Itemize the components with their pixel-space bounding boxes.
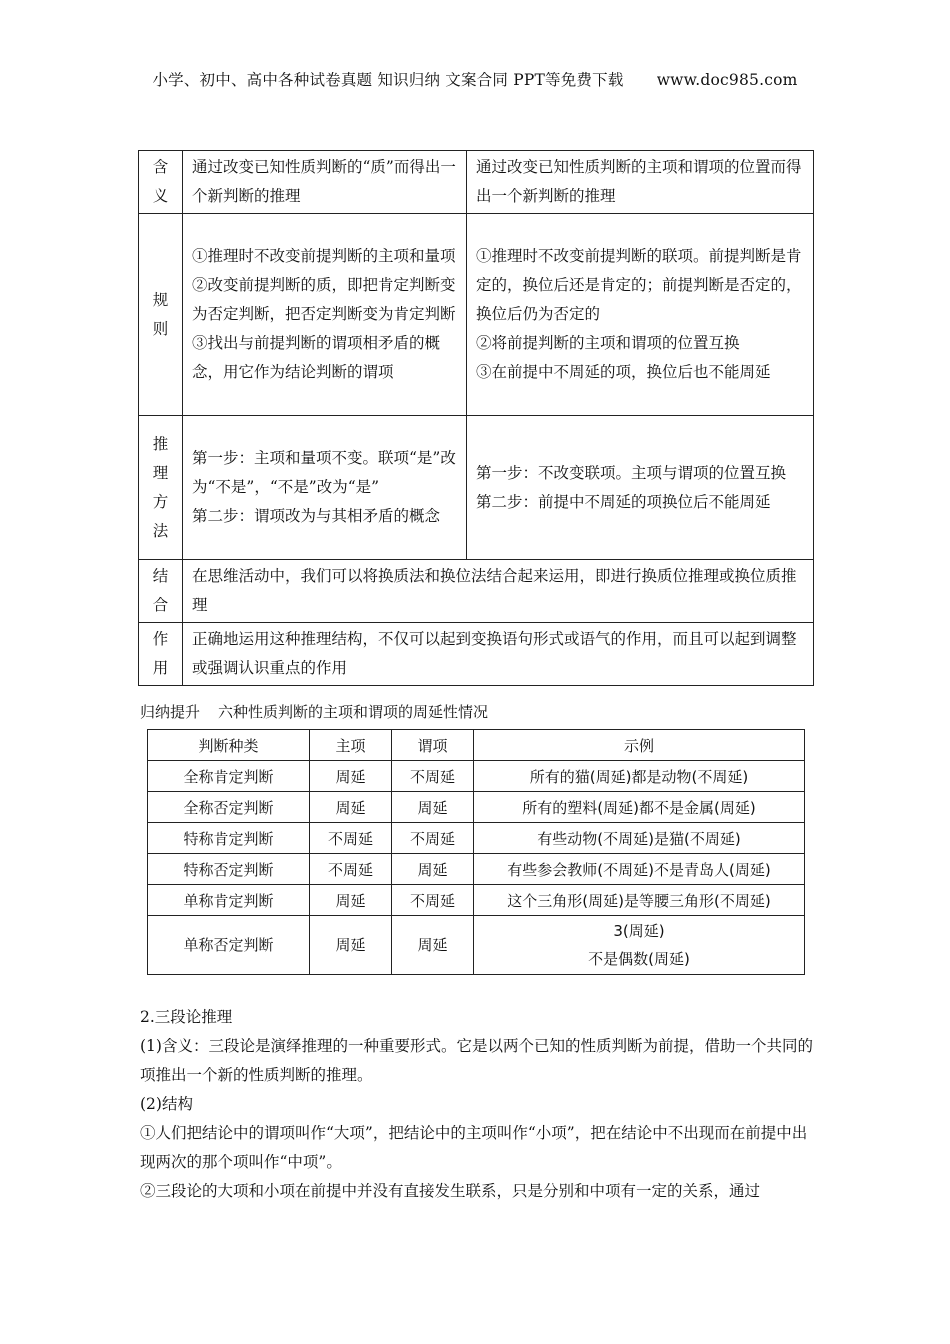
cell-line: 通过改变已知性质判断的“质”而得出一个新判断的推理 [192, 158, 456, 205]
table2-header-row [148, 730, 805, 761]
section-title: 六种性质判断的主项和谓项的周延性情况 [218, 703, 489, 721]
table-row [148, 823, 805, 854]
row-header [139, 151, 183, 214]
section-label: 归纳提升 [140, 703, 201, 721]
full-cell [183, 560, 814, 623]
cell-line: 第二步：前提中不周延的项换位后不能周延 [476, 492, 771, 511]
header-site: www.doc985.com [656, 71, 798, 89]
table-row [139, 560, 814, 623]
cell-type: 单称肯定判断 [148, 885, 310, 916]
cell-type: 全称肯定判断 [148, 761, 310, 792]
row-header-char: 理 [152, 463, 169, 482]
cell-type: 单称否定判断 [148, 916, 310, 975]
conversion-cell [183, 416, 467, 560]
cell-example: 这个三角形(周延)是等腰三角形(不周延) [474, 885, 805, 916]
cell-subject: 不周延 [310, 823, 392, 854]
cell-line: ②将前提判断的主项和谓项的位置互换 [476, 334, 740, 352]
row-header [139, 623, 183, 686]
cell-type: 全称否定判断 [148, 792, 310, 823]
section-heading [140, 701, 488, 722]
cell-predicate: 不周延 [392, 823, 474, 854]
body-paragraph-2: (2)结构 [140, 1095, 193, 1113]
cell-line: ③在前提中不周延的项，换位后也不能周延 [476, 363, 771, 381]
cell-subject: 周延 [310, 916, 392, 975]
cell-predicate: 周延 [392, 916, 474, 975]
obversion-cell [467, 214, 814, 416]
obversion-cell [467, 416, 814, 560]
cell-subject: 不周延 [310, 854, 392, 885]
header-type: 判断种类 [148, 730, 310, 761]
cell-line: 第一步：不改变联项。主项与谓项的位置互换 [476, 463, 787, 482]
cell-predicate: 不周延 [392, 885, 474, 916]
cell-line: 正确地运用这种推理结构，不仅可以起到变换语句形式或语气的作用，而且可以起到调整或强调认识重点的作用 [192, 630, 797, 677]
table-row [139, 623, 814, 686]
row-header-char: 规 [152, 290, 169, 309]
row-header-char: 结 [152, 567, 169, 585]
header-subject: 主项 [310, 730, 392, 761]
cell-line: ②改变前提判断的质，即把肯定判断变为否定判断，把否定判断变为肯定判断 [192, 276, 456, 323]
cell-line: 通过改变已知性质判断的主项和谓项的位置而得出一个新判断的推理 [476, 158, 802, 205]
distribution-table [147, 729, 805, 975]
example-line-2: 不是偶数(周延) [588, 950, 690, 968]
row-header-char: 合 [152, 596, 169, 614]
cell-line: ①推理时不改变前提判断的主项和量项 [192, 247, 456, 265]
cell-subject: 周延 [310, 761, 392, 792]
row-header-char: 义 [152, 187, 169, 205]
cell-line: 第一步：主项和量项不变。联项“是”改为“不是”，“不是”改为“是” [192, 449, 456, 496]
inference-table [138, 150, 814, 686]
header-example: 示例 [474, 730, 805, 761]
cell-predicate: 不周延 [392, 761, 474, 792]
obversion-cell [467, 151, 814, 214]
table-row [139, 151, 814, 214]
body-paragraph-4: ②三段论的大项和小项在前提中并没有直接发生联系，只是分别和中项有一定的关系，通过 [140, 1182, 761, 1200]
table-row [148, 916, 805, 975]
row-header-char: 则 [152, 319, 169, 338]
example-line-1: 3(周延) [613, 922, 665, 940]
header-predicate: 谓项 [392, 730, 474, 761]
table-row [148, 792, 805, 823]
cell-example: 所有的塑料(周延)都不是金属(周延) [474, 792, 805, 823]
table-row [139, 214, 814, 416]
body-paragraph-3: ①人们把结论中的谓项叫作“大项”，把结论中的主项叫作“小项”，把在结论中不出现而在前提中出现两次的那个项叫作“中项”。 [140, 1124, 808, 1171]
cell-example [474, 916, 805, 975]
full-cell [183, 623, 814, 686]
row-header-char: 用 [152, 659, 169, 677]
row-header [139, 416, 183, 560]
page-header [0, 68, 950, 90]
cell-predicate: 周延 [392, 792, 474, 823]
cell-line: ③找出与前提判断的谓项相矛盾的概念，用它作为结论判断的谓项 [192, 334, 441, 381]
header-text: 小学、初中、高中各种试卷真题 知识归纳 文案合同 PPT等免费下载 [152, 71, 624, 89]
row-header-char: 含 [152, 158, 169, 176]
row-header-char: 作 [152, 630, 169, 648]
table-row [148, 761, 805, 792]
cell-example: 有些参会教师(不周延)不是青岛人(周延) [474, 854, 805, 885]
cell-subject: 周延 [310, 885, 392, 916]
body-heading: 2.三段论推理 [140, 1008, 233, 1026]
cell-subject: 周延 [310, 792, 392, 823]
cell-line: ①推理时不改变前提判断的联项。前提判断是肯定的，换位后还是肯定的；前提判断是否定的，换位后仍为否定的 [476, 247, 802, 323]
cell-predicate: 周延 [392, 854, 474, 885]
row-header [139, 214, 183, 416]
row-header [139, 560, 183, 623]
row-header-char: 法 [152, 521, 169, 540]
conversion-cell [183, 214, 467, 416]
row-header-char: 推 [152, 434, 169, 453]
table-row [139, 416, 814, 560]
table-row [148, 885, 805, 916]
cell-example: 所有的猫(周延)都是动物(不周延) [474, 761, 805, 792]
cell-line: 第二步：谓项改为与其相矛盾的概念 [192, 507, 441, 525]
cell-type: 特称肯定判断 [148, 823, 310, 854]
table-row [148, 854, 805, 885]
cell-line: 在思维活动中，我们可以将换质法和换位法结合起来运用，即进行换质位推理或换位质推理 [192, 567, 797, 614]
conversion-cell [183, 151, 467, 214]
body-paragraph-1: (1)含义：三段论是演绎推理的一种重要形式。它是以两个已知的性质判断为前提，借助一个共同的项推出一个新的性质判断的推理。 [140, 1037, 813, 1084]
cell-example: 有些动物(不周延)是猫(不周延) [474, 823, 805, 854]
cell-type: 特称否定判断 [148, 854, 310, 885]
row-header-char: 方 [152, 492, 169, 511]
